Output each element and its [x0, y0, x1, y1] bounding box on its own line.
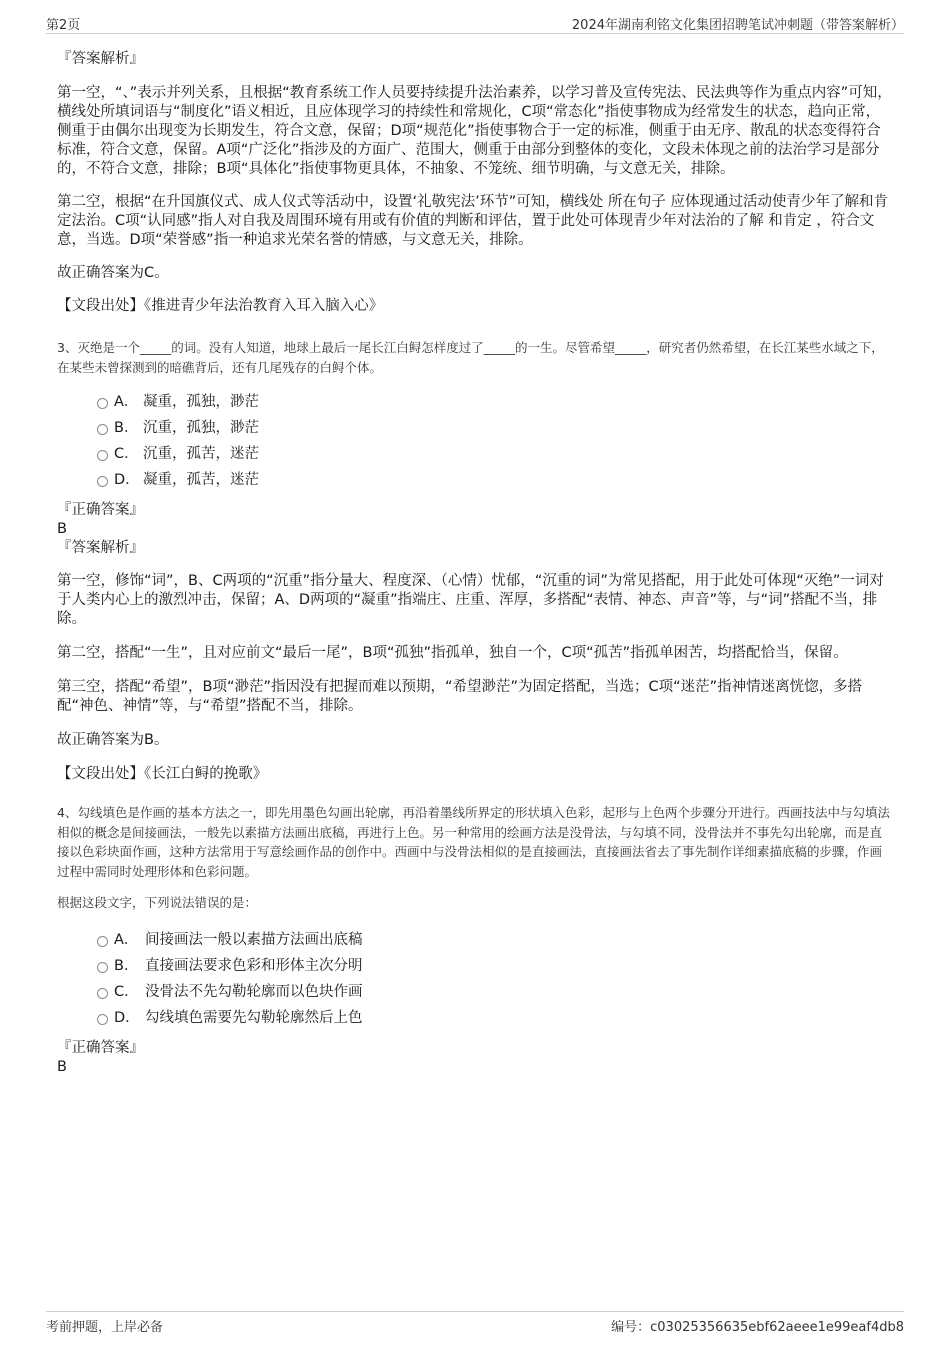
question-stem: 4、勾线填色是作画的基本方法之一，即先用墨色勾画出轮廓，再沿着墨线所界定的形状填入色彩，起形与上色两个步骤分开进行。西画技法中与勾填法相似的概念是间接画法，一般先以素描方法画出底稿，再进行上色。另一种常用的绘画方法是没骨法，与勾填不同，没骨法并不事先勾出轮廓，而是直接以色彩块面作画，这种方法常用于写意绘画作品的创作中。西画中与没骨法相似的是直接画法，直接画法省去了事先制作详细素描底稿的步骤，作画过程中需同时处理形体和色彩问题。: [57, 805, 890, 879]
option-text: 凝重，孤苦，迷茫: [143, 472, 259, 488]
page-header: [46, 11, 904, 34]
option-text: 沉重，孤苦，迷茫: [143, 446, 259, 462]
option-d[interactable]: [57, 467, 894, 493]
document-body: [57, 50, 894, 1077]
answer-value: B: [57, 1058, 67, 1075]
source-citation: 【文段出处】《长江白鲟的挽歌》: [57, 766, 268, 782]
radio-icon[interactable]: [97, 936, 108, 947]
radio-icon[interactable]: [97, 450, 108, 461]
option-key: B．: [114, 420, 139, 436]
radio-icon[interactable]: [97, 476, 108, 487]
analysis-paragraph: 第三空，搭配“希望”，B项“渺茫”指因没有把握而难以预期，“希望渺茫”为固定搭配，当选；C项“迷茫”指神情迷离恍惚，多搭配“神色、神情”等，与“希望”搭配不当，排除。: [57, 679, 863, 714]
answer-value: B: [57, 521, 67, 537]
footer-slogan: 考前押题，上岸必备: [46, 1320, 164, 1335]
radio-icon[interactable]: [97, 962, 108, 973]
radio-icon[interactable]: [97, 1014, 108, 1025]
option-list: [57, 389, 894, 493]
option-a[interactable]: [57, 389, 894, 415]
page-footer: [46, 1311, 904, 1336]
option-key: D．: [114, 1009, 140, 1026]
question-4: [57, 803, 894, 1077]
option-key: D．: [114, 472, 140, 488]
analysis-paragraph: 第一空，修饰“词”，B、C两项的“沉重”指分量大、程度深、（心情）忧郁，“沉重的词”为常见搭配，用于此处可体现“灭绝”一词对于人类内心上的激烈冲击，保留；A、D两项的“凝重”指端庄、庄重、浑厚，多搭配“表情、神态、声音”等，与“词”搭配不当，排除。: [57, 573, 884, 627]
document-title: 2024年湖南利铭文化集团招聘笔试冲刺题（带答案解析）: [571, 18, 904, 33]
document-id: 编号：c03025356635ebf62aeee1e99eaf4db8: [611, 1320, 904, 1335]
answer-heading: 『正确答案』: [57, 1039, 144, 1056]
option-text: 凝重，孤独，渺茫: [143, 394, 259, 410]
question-3: [57, 338, 894, 784]
analysis-paragraph: 第一空，“、”表示并列关系，且根据“教育系统工作人员要持续提升法治素养，以学习普及宣传宪法、民法典等作为重点内容”可知，横线处所填词语与“制度化”语义相近，且应体现学习的持续性和常规化，C项“常态化”指使事物成为经常发生的状态，趋向正常，侧重于由偶尔出现变为长期发生，符合文意，保留；D项“规范化”指使事物合于一定的标准，侧重于由无序、散乱的状态变得符合标准，符合文意，保留。A项“广泛化”指涉及的方面广、范围大，侧重于由部分到整体的变化，文段未体现之前的法治学习是部分的，不符合文意，排除；B项“具体化”指使事物更具体，不抽象、不笼统、细节明确，与文意无关，排除。: [57, 85, 892, 177]
option-text: 沉重，孤独，渺茫: [143, 420, 259, 436]
option-text: 勾线填色需要先勾勒轮廓然后上色: [145, 1009, 363, 1026]
option-key: A．: [114, 394, 139, 410]
answer-heading: 『正确答案』: [57, 502, 144, 518]
option-key: C．: [114, 983, 139, 1000]
option-list: [57, 927, 894, 1031]
radio-icon[interactable]: [97, 988, 108, 999]
option-c[interactable]: [57, 979, 894, 1005]
option-b[interactable]: [57, 953, 894, 979]
radio-icon[interactable]: [97, 398, 108, 409]
analysis-paragraph: 第二空，根据“在升国旗仪式、成人仪式等活动中，设置‘礼敬宪法’环节”可知，横线处 所在句子 应体现通过活动使青少年了解和肯定法治。C项“认同感”指人对自我及周围环境有用或有价值的判断和评估，置于此处可体现青少年对法治的了解 和肯定 ，符合文意，当选。D项“荣誉感”指一种追求光荣名誉的情感，与文意无关，排除。: [57, 194, 888, 248]
analysis-heading: 『答案解析』: [57, 51, 144, 67]
prev-analysis-section: [57, 50, 894, 316]
analysis-heading: 『答案解析』: [57, 540, 144, 556]
option-key: B．: [114, 957, 139, 974]
page-number: 第2页: [46, 18, 81, 33]
analysis-conclusion: 故正确答案为C。: [57, 265, 169, 281]
option-key: A．: [114, 931, 139, 948]
option-d[interactable]: [57, 1005, 894, 1031]
option-text: 直接画法要求色彩和形体主次分明: [145, 957, 363, 974]
question-prompt: 根据这段文字，下列说法错误的是：: [57, 895, 258, 910]
analysis-paragraph: 第二空，搭配“一生”，且对应前文“最后一尾”，B项“孤独”指孤单，独自一个，C项“孤苦”指孤单困苦，均搭配恰当，保留。: [57, 645, 848, 661]
option-b[interactable]: [57, 415, 894, 441]
option-key: C．: [114, 446, 139, 462]
radio-icon[interactable]: [97, 424, 108, 435]
option-text: 间接画法一般以素描方法画出底稿: [145, 931, 363, 948]
question-stem: 3、灭绝是一个_____的词。没有人知道，地球上最后一尾长江白鲟怎样度过了_____的一生。尽管希望_____，研究者仍然希望，在长江某些水域之下，在某些未曾探测到的暗礁背后，还有几尾残存的白鲟个体。: [57, 340, 884, 375]
option-c[interactable]: [57, 441, 894, 467]
source-citation: 【文段出处】《推进青少年法治教育入耳入脑入心》: [57, 298, 384, 314]
option-text: 没骨法不先勾勒轮廓而以色块作画: [145, 983, 363, 1000]
option-a[interactable]: [57, 927, 894, 953]
analysis-conclusion: 故正确答案为B。: [57, 732, 169, 748]
